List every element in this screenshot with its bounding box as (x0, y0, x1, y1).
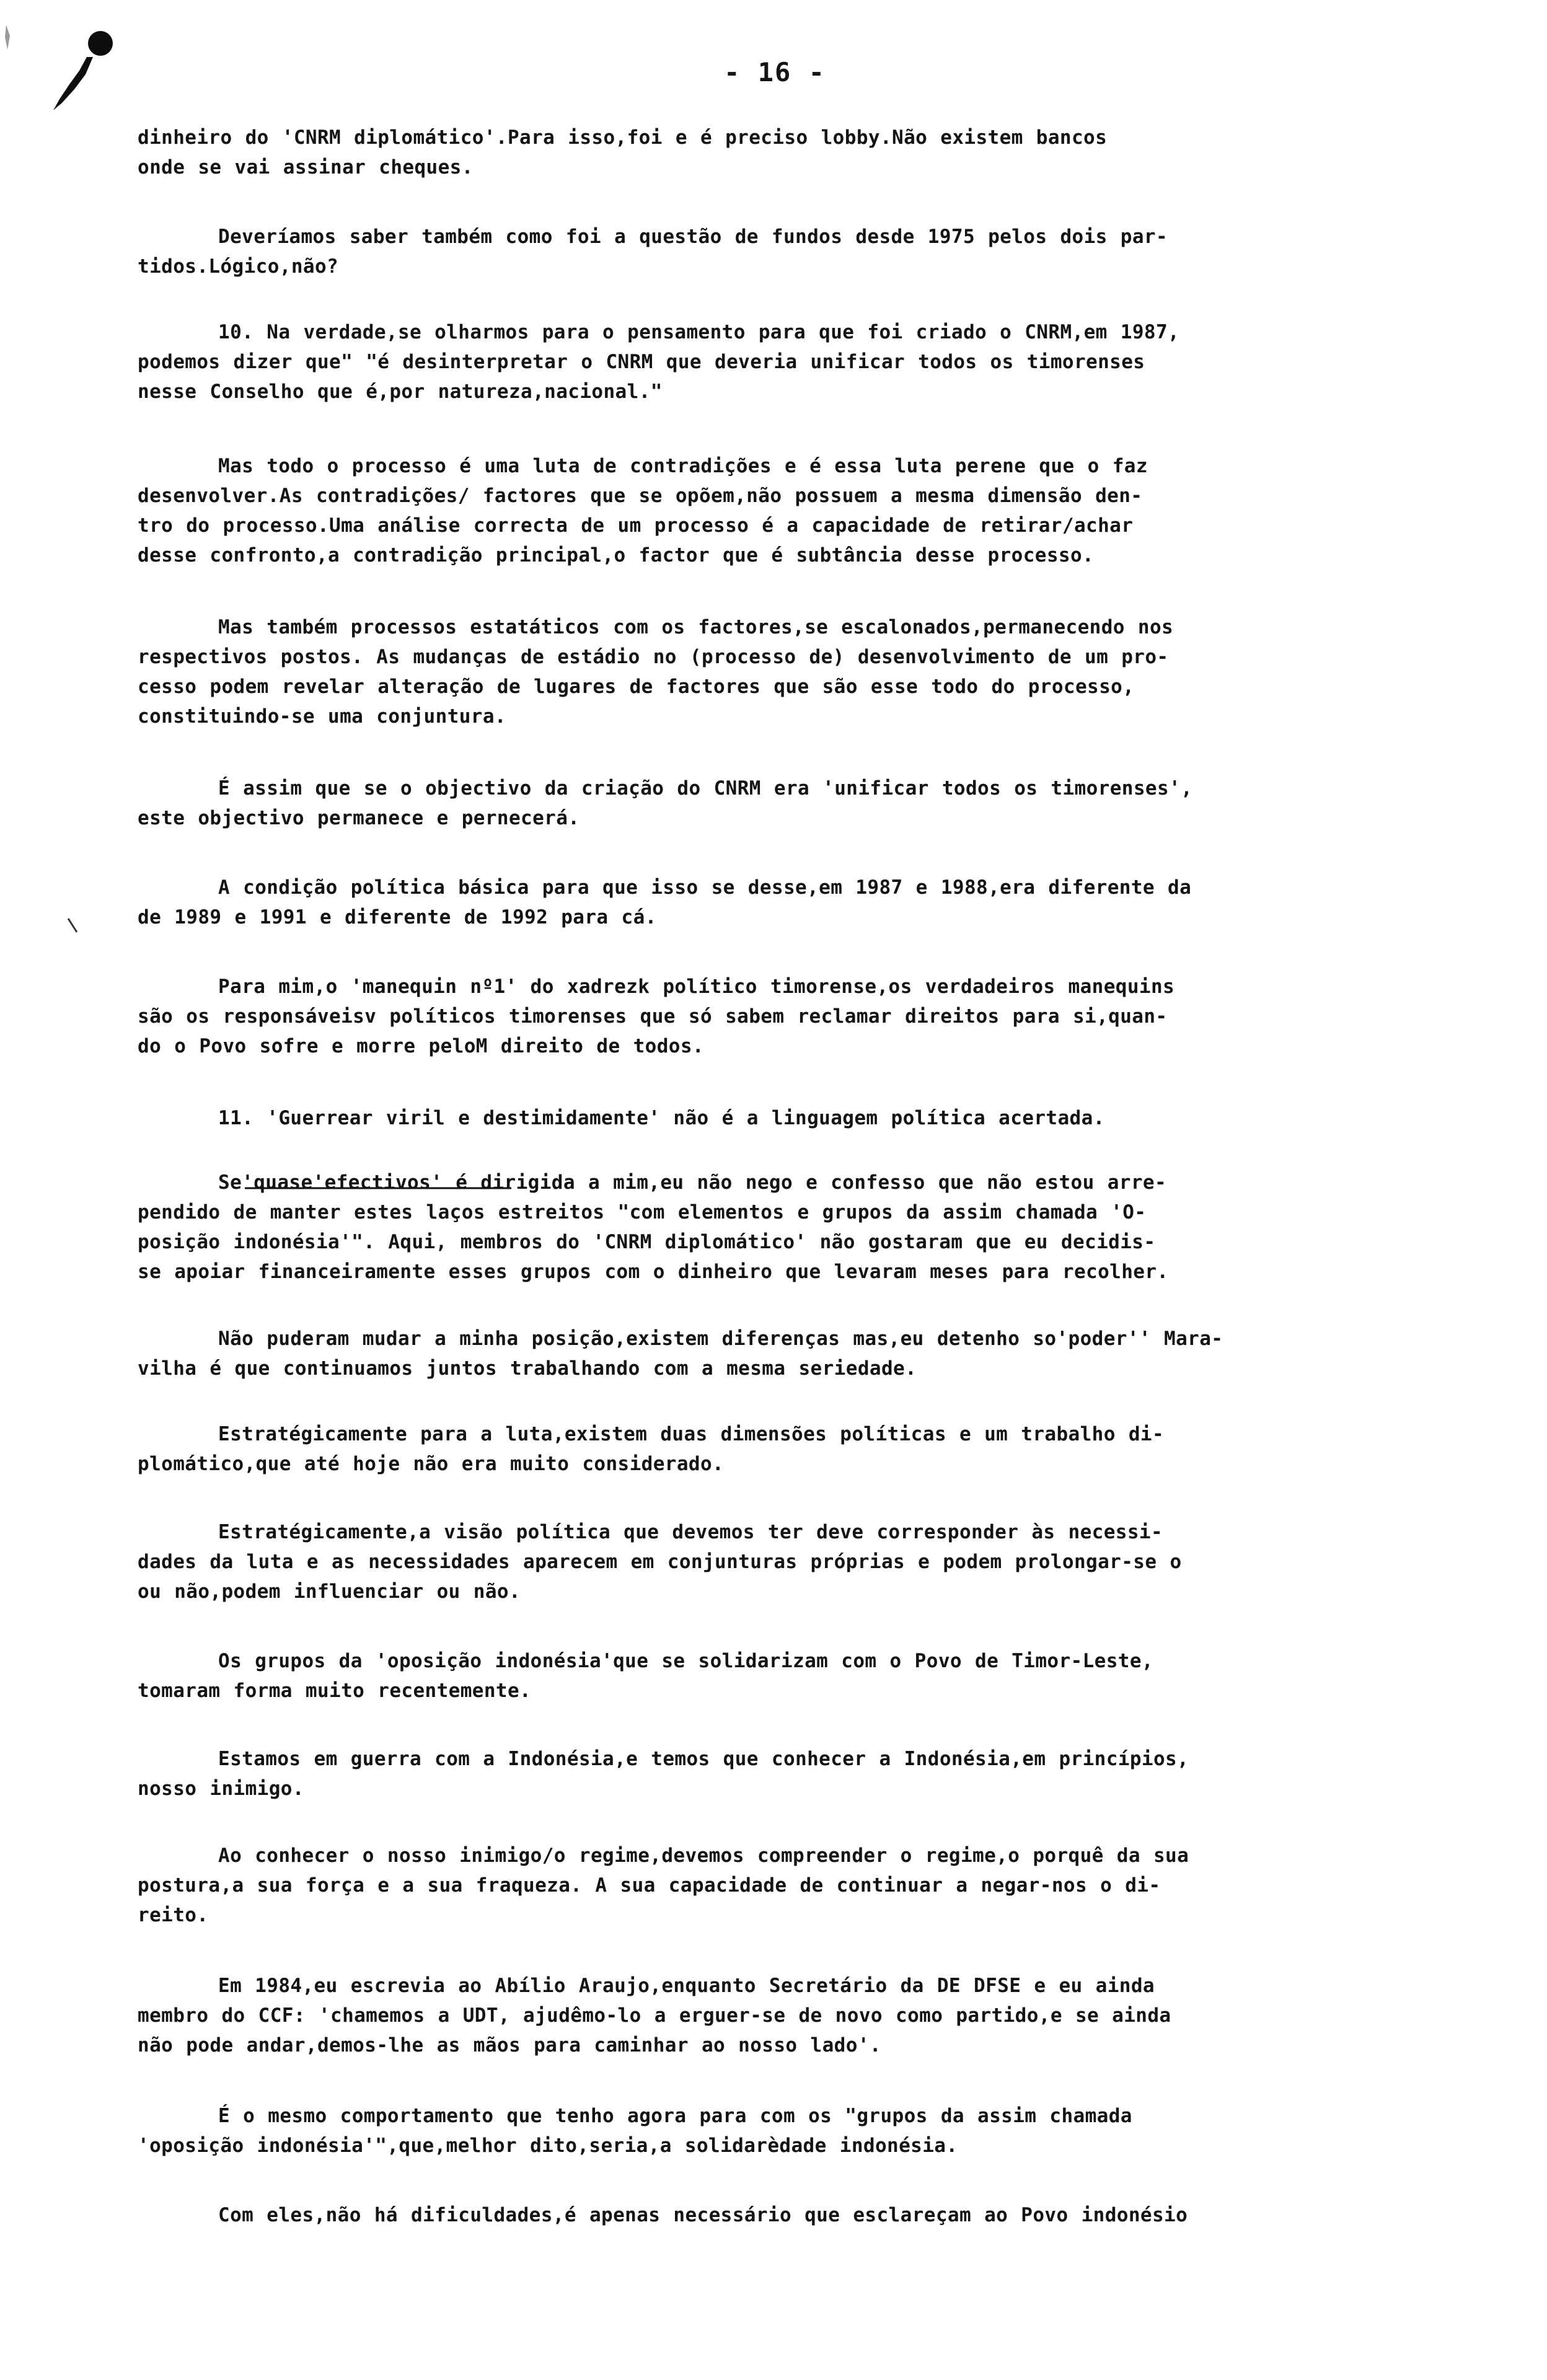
paragraph-17 (138, 1971, 1470, 2060)
text-line: podemos dizer que" "é desinterpretar o CNRM que deveria unificar todos os timorenses (138, 351, 1145, 373)
paragraph-13 (138, 1517, 1470, 1606)
paragraph-6 (138, 774, 1470, 833)
text-line: são os responsáveisv políticos timorenses que só sabem reclamar direitos para si,quan- (138, 1005, 1168, 1028)
paragraph-5 (138, 612, 1470, 731)
text-line: onde se vai assinar cheques. (138, 156, 474, 178)
text-line: nesse Conselho que é,por natureza,nacional." (138, 381, 663, 403)
text-line: Estratégicamente para a luta,existem duas dimensões políticas e um trabalho di- (218, 1423, 1165, 1445)
text-line: membro do CCF: 'chamemos a UDT, ajudêmo-lo a erguer-se de novo como partido,e se ainda (138, 2004, 1171, 2027)
text-line: este objectivo permanece e pernecerá. (138, 807, 580, 829)
text-line: reito. (138, 1904, 209, 1926)
text-line: de 1989 e 1991 e diferente de 1992 para cá. (138, 906, 657, 928)
text-line: Ao conhecer o nosso inimigo/o regime,devemos compreender o regime,o porquê da sua (218, 1844, 1189, 1867)
text-line: constituindo-se uma conjuntura. (138, 705, 506, 728)
text-line: desenvolver.As contradições/ factores que se opõem,não possuem a mesma dimensão den- (138, 485, 1143, 507)
text-line: do o Povo sofre e morre peloM direito de todos. (138, 1035, 704, 1057)
text-line: Os grupos da 'oposição indonésia'que se solidarizam com o Povo de Timor-Leste, (218, 1650, 1153, 1672)
text-line: posição indonésia'". Aqui, membros do 'CNRM diplomático' não gostaram que eu decidis- (138, 1231, 1156, 1253)
text-line: plomático,que até hoje não era muito considerado. (138, 1453, 725, 1475)
paragraph-14 (138, 1646, 1470, 1706)
paragraph-16 (138, 1841, 1470, 1930)
text-line: Mas todo o processo é uma luta de contradições e é essa luta perene que o faz (218, 455, 1148, 477)
text-line: dinheiro do 'CNRM diplomático'.Para isso,foi e é preciso lobby.Não existem bancos (138, 126, 1108, 149)
paragraph-15 (138, 1744, 1470, 1804)
paragraph-7 (138, 873, 1470, 932)
text-line: É o mesmo comportamento que tenho agora para com os "grupos da assim chamada (218, 2105, 1132, 2127)
paragraph-18 (138, 2101, 1470, 2161)
text-line: cesso podem revelar alteração de lugares de factores que são esse todo do processo, (138, 676, 1135, 698)
underline-mark (245, 1185, 511, 1191)
text-line: desse confronto,a contradição principal,o factor que é subtância desse processo. (138, 544, 1095, 566)
paragraph-item-11 (138, 1103, 1470, 1133)
paragraph-2 (138, 222, 1470, 281)
text-line: postura,a sua força e a sua fraqueza. A sua capacidade de continuar a negar-nos o di- (138, 1874, 1161, 1897)
text-line: pendido de manter estes laços estreitos "com elementos e grupos da assim chamada 'O- (138, 1201, 1147, 1223)
text-line: Mas também processos estatáticos com os factores,se escalonados,permanecendo nos (218, 616, 1174, 638)
text-line: Estratégicamente,a visão política que devemos ter deve corresponder às necessi- (218, 1521, 1163, 1543)
ink-blot-mark (0, 25, 118, 118)
paragraph-12 (138, 1419, 1470, 1479)
text-line: se apoiar financeiramente esses grupos com o dinheiro que levaram meses para recolher. (138, 1261, 1169, 1283)
text-line: Se'quase'efectivos' é dirigida a mim,eu não nego e confesso que não estou arre- (218, 1171, 1167, 1194)
text-line: ou não,podem influenciar ou não. (138, 1580, 521, 1603)
text-line: vilha é que continuamos juntos trabalhando com a mesma seriedade. (138, 1357, 917, 1380)
text-line: 11. 'Guerrear viril e destimidamente' não é a linguagem política acertada. (218, 1107, 1105, 1129)
text-line: É assim que se o objectivo da criação do CNRM era 'unificar todos os timorenses', (218, 777, 1193, 800)
text-line: não pode andar,demos-lhe as mãos para caminhar ao nosso lado'. (138, 2034, 881, 2056)
text-line: respectivos postos. As mudanças de estádio no (processo de) desenvolvimento de um pro- (138, 646, 1169, 668)
text-line: Em 1984,eu escrevia ao Abílio Araujo,enquanto Secretário da DE DFSE e eu ainda (218, 1975, 1155, 1997)
text-line: Deveríamos saber também como foi a questão de fundos desde 1975 pelos dois par- (218, 226, 1168, 248)
text-line: 'oposição indonésia'",que,melhor dito,seria,a solidarèdade indonésia. (138, 2135, 958, 2157)
text-line: dades da luta e as necessidades aparecem em conjunturas próprias e podem prolongar-se o (138, 1551, 1182, 1573)
text-line: nosso inimigo. (138, 1778, 304, 1800)
margin-tick-mark (66, 916, 84, 941)
text-line: A condição política básica para que isso se desse,em 1987 e 1988,era diferente da (218, 876, 1192, 899)
paragraph-1 (138, 123, 1470, 182)
paragraph-19 (138, 2200, 1470, 2230)
page-number: - 16 - (724, 57, 826, 87)
text-line: tidos.Lógico,não? (138, 255, 339, 278)
text-line: Estamos em guerra com a Indonésia,e temos que conhecer a Indonésia,em princípios, (218, 1748, 1189, 1770)
text-line: tro do processo.Uma análise correcta de um processo é a capacidade de retirar/achar (138, 514, 1134, 537)
text-line: Com eles,não há dificuldades,é apenas necessário que esclareçam ao Povo indonésio (218, 2204, 1188, 2226)
paragraph-4 (138, 451, 1470, 570)
text-line: Não puderam mudar a minha posição,existem diferenças mas,eu detenho so'poder'' Mara- (218, 1328, 1223, 1350)
text-line: Para mim,o 'manequin nº1' do xadrezk político timorense,os verdadeiros manequins (218, 976, 1175, 998)
paragraph-item-10 (138, 317, 1470, 407)
paragraph-11 (138, 1324, 1470, 1383)
paragraph-8 (138, 972, 1470, 1061)
text-line: 10. Na verdade,se olharmos para o pensamento para que foi criado o CNRM,em 1987, (218, 321, 1180, 343)
text-line: tomaram forma muito recentemente. (138, 1680, 532, 1702)
